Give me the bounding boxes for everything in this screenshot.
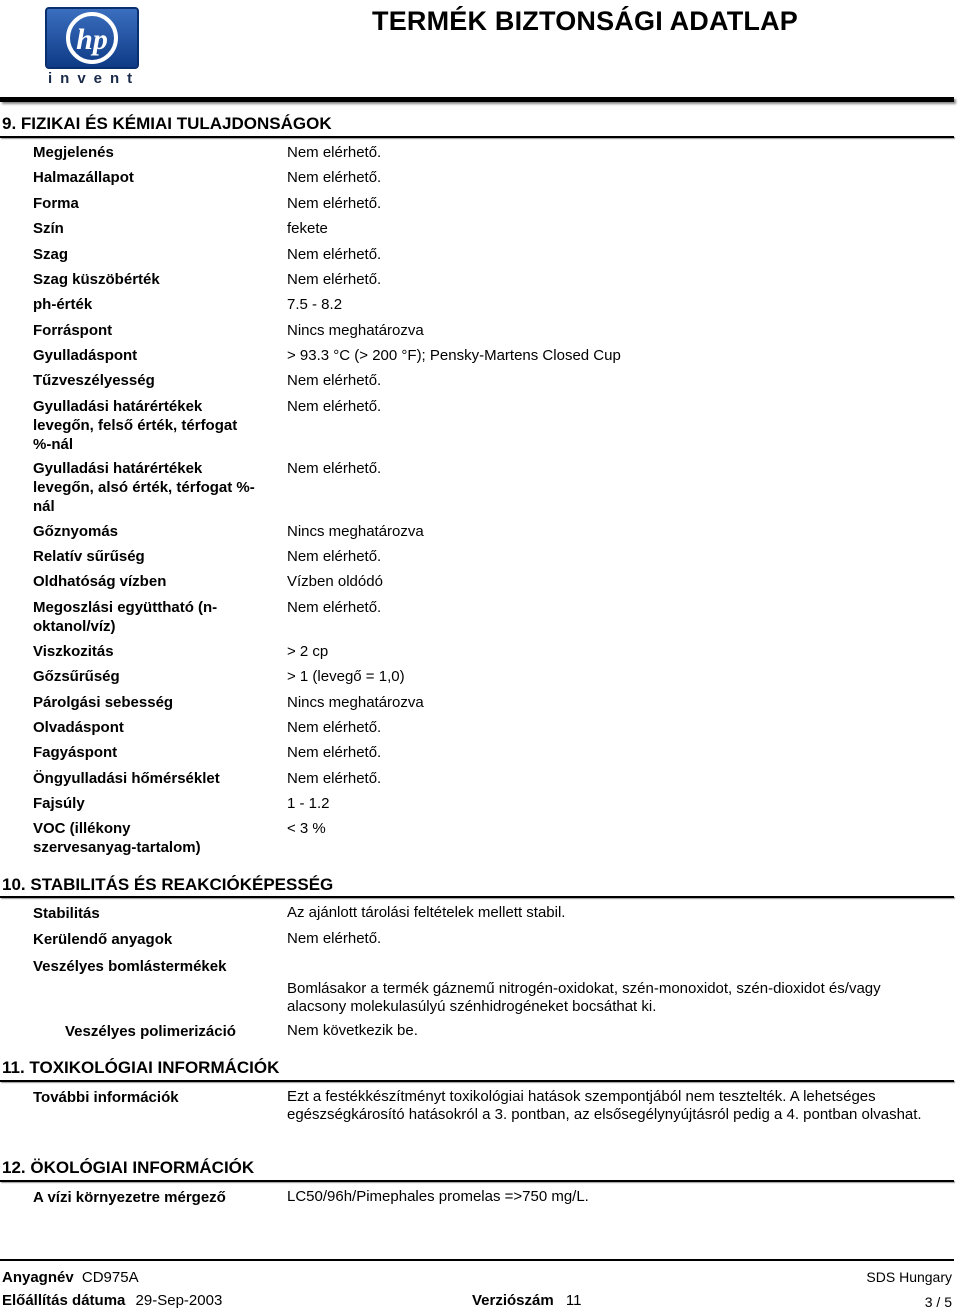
- property-value: > 1 (levegő = 1,0): [287, 668, 405, 685]
- production-date: [2, 1292, 222, 1309]
- toxicology-value: Ezt a festékkészítményt toxikológiai hatások szempontjából nem tesztelték. A lehetséges egészségkárosító hatásokról a 3. pontban, az elsősegélynyújtásról pedig a 4. pontban olvashat.: [287, 1088, 922, 1123]
- document-title: TERMÉK BIZTONSÁGI ADATLAP: [372, 6, 798, 36]
- property-value: Nem elérhető.: [287, 744, 382, 761]
- property-value: Nincs meghatározva: [287, 694, 424, 711]
- property-value: 7.5 - 8.2: [287, 296, 343, 313]
- property-label: Tűzveszélyesség: [33, 372, 155, 389]
- property-value: Nem elérhető.: [287, 460, 382, 477]
- property-value: > 93.3 °C (> 200 °F); Pensky-Martens Closed Cup: [287, 347, 621, 364]
- property-value: Nem elérhető.: [287, 548, 382, 565]
- avoid-materials-label: Kerülendő anyagok: [33, 931, 173, 948]
- property-label: Megjelenés: [33, 144, 114, 161]
- date-value: 29-Sep-2003: [135, 1292, 223, 1309]
- footer-divider: [0, 1259, 954, 1261]
- property-value: Nem elérhető.: [287, 599, 382, 616]
- property-label: Öngyulladási hőmérséklet: [33, 770, 220, 787]
- property-label: Gyulladási határértékek levegőn, alsó érték, térfogat %-nál: [33, 460, 255, 515]
- logo-text: hp: [76, 23, 108, 56]
- property-value: Nem elérhető.: [287, 271, 382, 288]
- property-value: Nem elérhető.: [287, 195, 382, 212]
- section-10-title: 10. STABILITÁS ÉS REAKCIÓKÉPESSÉG: [2, 875, 334, 894]
- material-label: Anyagnév: [2, 1269, 74, 1286]
- section-11-title: 11. TOXIKOLÓGIAI INFORMÁCIÓK: [2, 1058, 280, 1077]
- property-value: Nem elérhető.: [287, 719, 382, 736]
- property-value: < 3 %: [287, 820, 326, 837]
- header-divider: [0, 97, 954, 102]
- date-label: Előállítás dátuma: [2, 1292, 126, 1309]
- hp-logo: [44, 6, 140, 70]
- property-value: Nem elérhető.: [287, 372, 382, 389]
- logo-tagline: invent: [48, 70, 141, 87]
- avoid-materials-value: Nem elérhető.: [287, 930, 382, 947]
- section-9-divider: [0, 136, 954, 138]
- property-label: VOC (illékony szervesanyag-tartalom): [33, 820, 201, 856]
- version-value: 11: [565, 1292, 582, 1309]
- property-value: Nincs meghatározva: [287, 523, 424, 540]
- toxicology-label: További információk: [33, 1089, 179, 1106]
- decomposition-value: Bomlásakor a termék gáznemű nitrogén-oxidokat, szén-monoxidot, szén-dioxidot és/vagy alacsony molekulasúlyú szénhidrogéneket bocsáthat ki.: [287, 980, 881, 1015]
- ecotoxicity-value: LC50/96h/Pimephales promelas =>750 mg/L.: [287, 1188, 589, 1205]
- property-label: ph-érték: [33, 296, 93, 313]
- section-12-title: 12. ÖKOLÓGIAI INFORMÁCIÓK: [2, 1158, 255, 1177]
- property-value: Nem elérhető.: [287, 144, 382, 161]
- property-label: Fagyáspont: [33, 744, 118, 761]
- section-11-divider: [0, 1080, 954, 1082]
- section-9-title: 9. FIZIKAI ÉS KÉMIAI TULAJDONSÁGOK: [2, 114, 332, 133]
- section-10-divider: [0, 896, 954, 898]
- property-label: Halmazállapot: [33, 169, 134, 186]
- section-12-divider: [0, 1180, 954, 1182]
- stability-label: Stabilitás: [33, 905, 100, 922]
- property-label: Fajsúly: [33, 795, 85, 812]
- property-value: Nem elérhető.: [287, 169, 382, 186]
- property-value: Nem elérhető.: [287, 398, 382, 415]
- material-name: [2, 1269, 139, 1286]
- property-label: Gyulladáspont: [33, 347, 138, 364]
- property-label: Gőznyomás: [33, 523, 119, 540]
- property-label: Párolgási sebesség: [33, 694, 174, 711]
- property-value: fekete: [287, 220, 328, 237]
- property-label: Szag küszöbérték: [33, 271, 160, 288]
- property-label: Szag: [33, 246, 69, 263]
- property-value: Vízben oldódó: [287, 573, 383, 590]
- page-number: 3 / 5: [924, 1294, 952, 1310]
- property-value: Nincs meghatározva: [287, 322, 424, 339]
- version-label: Verziószám: [472, 1292, 554, 1309]
- decomposition-label: Veszélyes bomlástermékek: [33, 958, 227, 975]
- property-label: Oldhatóság vízben: [33, 573, 167, 590]
- property-label: Gyulladási határértékek levegőn, felső érték, térfogat %-nál: [33, 398, 238, 453]
- property-value: Nem elérhető.: [287, 246, 382, 263]
- property-value: 1 - 1.2: [287, 795, 330, 812]
- sds-region: SDS Hungary: [866, 1269, 952, 1285]
- property-value: Nem elérhető.: [287, 770, 382, 787]
- property-label: Gőzsűrűség: [33, 668, 120, 685]
- property-value: > 2 cp: [287, 643, 329, 660]
- property-label: Forma: [33, 195, 79, 212]
- polymerization-value: Nem következik be.: [287, 1022, 418, 1039]
- property-label: Olvadáspont: [33, 719, 124, 736]
- property-label: Forráspont: [33, 322, 113, 339]
- stability-value: Az ajánlott tárolási feltételek mellett stabil.: [287, 904, 566, 921]
- property-label: Megoszlási együttható (n-oktanol/víz): [33, 599, 218, 635]
- property-label: Relatív sűrűség: [33, 548, 145, 565]
- ecotoxicity-label: A vízi környezetre mérgező: [33, 1189, 226, 1206]
- property-label: Szín: [33, 220, 64, 237]
- material-value: CD975A: [81, 1269, 139, 1286]
- property-label: Viszkozitás: [33, 643, 114, 660]
- polymerization-label: Veszélyes polimerizáció: [65, 1023, 236, 1040]
- version-number: [472, 1292, 581, 1309]
